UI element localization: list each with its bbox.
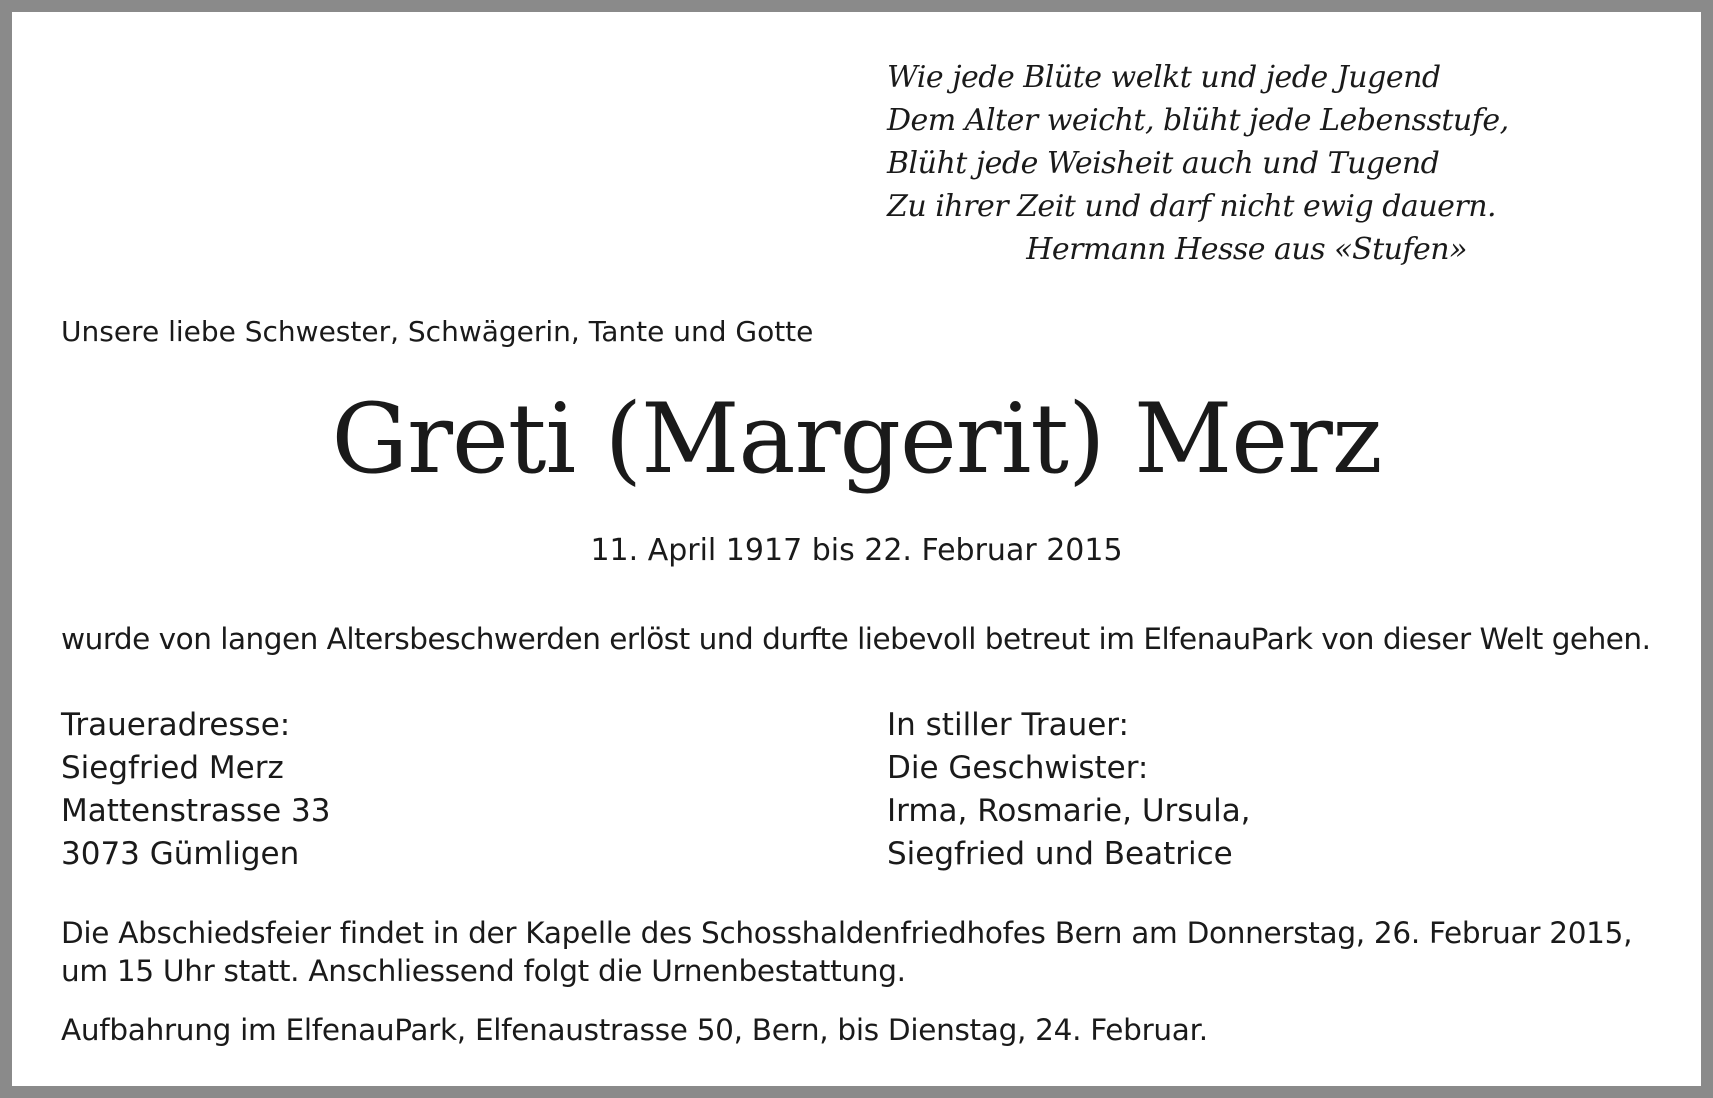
poem-line: Dem Alter weicht, blüht jede Lebensstufe, bbox=[887, 103, 1509, 138]
ceremony-info bbox=[61, 914, 1632, 990]
ceremony-line: um 15 Uhr statt. Anschliessend folgt die Urnenbestattung. bbox=[61, 954, 906, 988]
poem-quote bbox=[887, 56, 1509, 271]
mourning-address-heading: Traueradresse: bbox=[61, 707, 291, 743]
poem-attribution: Hermann Hesse aus «Stufen» bbox=[1026, 232, 1467, 267]
mourners-line: Irma, Rosmarie, Ursula, bbox=[887, 793, 1251, 829]
mourning-address-block bbox=[61, 704, 331, 876]
deceased-name: Greti (Margerit) Merz bbox=[331, 383, 1382, 495]
mourners-line: Siegfried und Beatrice bbox=[887, 836, 1233, 872]
ceremony-line: Die Abschiedsfeier findet in der Kapelle des Schosshaldenfriedhofes Bern am Donnerstag, 26. Februar 2015, bbox=[61, 916, 1633, 950]
mourning-address-line: Siegfried Merz bbox=[61, 750, 284, 786]
obituary-notice bbox=[12, 12, 1701, 1086]
intro-text: Unsere liebe Schwester, Schwägerin, Tante und Gotte bbox=[61, 315, 814, 348]
mourning-address-line: 3073 Gümligen bbox=[61, 836, 300, 872]
poem-line: Zu ihrer Zeit und darf nicht ewig dauern. bbox=[887, 189, 1497, 224]
statement-text: wurde von langen Altersbeschwerden erlöst und durfte liebevoll betreut im ElfenauPark von dieser Welt gehen. bbox=[61, 622, 1651, 656]
mourning-address-line: Mattenstrasse 33 bbox=[61, 793, 331, 829]
mourners-heading: In stiller Trauer: bbox=[887, 707, 1129, 743]
mourners-line: Die Geschwister: bbox=[887, 750, 1149, 786]
poem-line: Blüht jede Weisheit auch und Tugend bbox=[887, 146, 1440, 181]
life-dates: 11. April 1917 bis 22. Februar 2015 bbox=[590, 533, 1123, 568]
viewing-info: Aufbahrung im ElfenauPark, Elfenaustrasse 50, Bern, bis Dienstag, 24. Februar. bbox=[61, 1013, 1208, 1047]
poem-line: Wie jede Blüte welkt und jede Jugend bbox=[887, 60, 1441, 95]
mourners-block bbox=[887, 704, 1251, 876]
